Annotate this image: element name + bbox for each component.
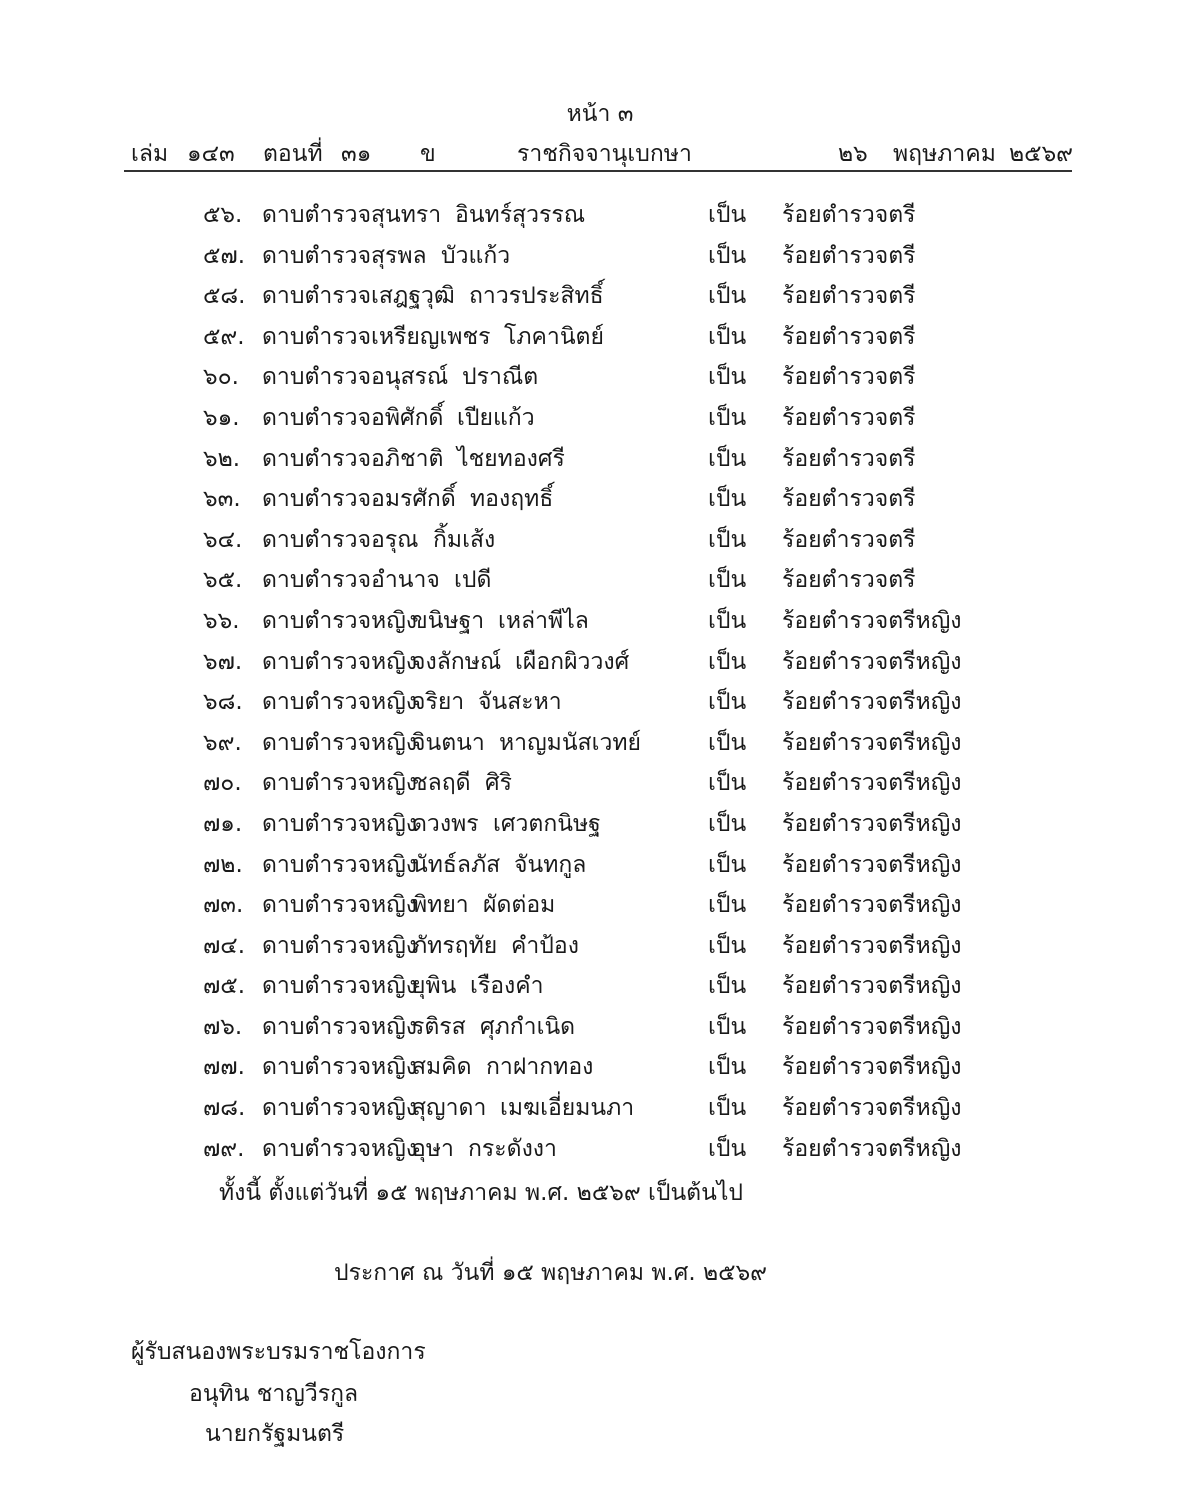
list-item <box>0 193 1200 234</box>
entry-new-rank: ร้อยตำรวจตรีหญิง <box>782 932 962 959</box>
entry-first-name: นัทธ์ลภัส <box>412 851 501 878</box>
entry-new-rank: ร้อยตำรวจตรีหญิง <box>782 973 962 1000</box>
part-letter: ข <box>420 141 436 167</box>
list-item <box>0 437 1200 478</box>
list-item <box>0 924 1200 965</box>
entry-current-rank: ดาบตำรวจ <box>262 242 372 269</box>
entry-new-rank: ร้อยตำรวจตรี <box>782 202 916 228</box>
entry-new-rank: ร้อยตำรวจตรี <box>782 486 916 513</box>
entry-as-word: เป็น <box>708 851 747 878</box>
entry-number: ๖๘. <box>203 689 243 716</box>
entry-first-name: อพิศักดิ์ <box>371 404 444 431</box>
entry-as-word: เป็น <box>708 729 747 756</box>
list-item <box>0 396 1200 437</box>
entry-last-name: ปราณีต <box>462 364 539 391</box>
entry-current-rank: ดาบตำรวจ <box>262 404 372 431</box>
entry-as-word: เป็น <box>708 607 747 634</box>
entry-last-name: เหล่าพีไล <box>498 607 589 634</box>
entry-first-name: อรุณ <box>371 526 419 553</box>
section-label: ตอนที่ <box>263 141 323 167</box>
page-number: หน้า ๓ <box>566 101 634 127</box>
entry-first-name: เสฎฐวุฒิ <box>371 283 455 310</box>
date-year: ๒๕๖๙ <box>1009 141 1074 167</box>
entry-as-word: เป็น <box>708 242 747 269</box>
entry-current-rank: ดาบตำรวจหญิง <box>262 1095 418 1122</box>
entry-current-rank: ดาบตำรวจหญิง <box>262 1054 418 1081</box>
entry-first-name: ขนิษฐา <box>412 607 485 634</box>
entry-first-name: สุนทรา <box>371 202 442 228</box>
entry-first-name: จงลักษณ์ <box>412 648 502 675</box>
entry-current-rank: ดาบตำรวจหญิง <box>262 648 418 675</box>
entry-first-name: อมรศักดิ์ <box>371 486 456 513</box>
entry-last-name: เปียแก้ว <box>457 404 535 431</box>
entry-new-rank: ร้อยตำรวจตรี <box>782 404 916 431</box>
list-item <box>0 802 1200 843</box>
list-item <box>0 680 1200 721</box>
entry-number: ๖๗. <box>203 648 243 675</box>
entry-last-name: ผัดต่อม <box>483 892 556 919</box>
entry-new-rank: ร้อยตำรวจตรีหญิง <box>782 1013 962 1040</box>
entry-number: ๖๔. <box>203 526 243 553</box>
entry-as-word: เป็น <box>708 973 747 1000</box>
entry-new-rank: ร้อยตำรวจตรีหญิง <box>782 689 962 716</box>
volume-label: เล่ม <box>131 141 169 167</box>
entry-last-name: กิ้มเส้ง <box>433 526 496 553</box>
list-item <box>0 518 1200 559</box>
list-item <box>0 477 1200 518</box>
countersign-line: ผู้รับสนองพระบรมราชโองการ <box>131 1339 426 1365</box>
entry-as-word: เป็น <box>708 1013 747 1040</box>
entry-as-word: เป็น <box>708 689 747 716</box>
signer-name: อนุทิน ชาญวีรกูล <box>189 1381 359 1407</box>
date-month: พฤษภาคม <box>893 141 996 167</box>
list-item <box>0 1005 1200 1046</box>
entry-new-rank: ร้อยตำรวจตรีหญิง <box>782 810 962 837</box>
entry-last-name: หาญมนัสเวทย์ <box>499 729 642 756</box>
entry-last-name: เมฆเอี่ยมนภา <box>500 1095 635 1122</box>
entry-new-rank: ร้อยตำรวจตรีหญิง <box>782 770 962 797</box>
entry-as-word: เป็น <box>708 648 747 675</box>
entry-new-rank: ร้อยตำรวจตรี <box>782 242 916 269</box>
entry-current-rank: ดาบตำรวจหญิง <box>262 607 418 634</box>
entry-number: ๗๔. <box>203 932 246 959</box>
promotion-list <box>0 193 1200 1167</box>
gazette-header <box>0 136 1200 168</box>
entry-first-name: อนุสรณ์ <box>371 364 449 391</box>
entry-new-rank: ร้อยตำรวจตรี <box>782 364 916 391</box>
entry-last-name: เศวตกนิษฐ <box>493 810 601 837</box>
list-item <box>0 274 1200 315</box>
entry-number: ๖๕. <box>203 567 243 594</box>
entry-number: ๖๒. <box>203 445 241 472</box>
entry-as-word: เป็น <box>708 1095 747 1122</box>
entry-as-word: เป็น <box>708 283 747 310</box>
announcement-date: ประกาศ ณ วันที่ ๑๕ พฤษภาคม พ.ศ. ๒๕๖๙ <box>334 1260 768 1286</box>
entry-last-name: ถาวรประสิทธิ์ <box>469 283 604 310</box>
entry-as-word: เป็น <box>708 810 747 837</box>
list-item <box>0 1086 1200 1127</box>
entry-first-name: จินตนา <box>412 729 485 756</box>
list-item <box>0 599 1200 640</box>
entry-last-name: ศุภกำเนิด <box>480 1013 576 1040</box>
entry-last-name: บัวแก้ว <box>441 242 511 269</box>
entry-as-word: เป็น <box>708 202 747 228</box>
section-number: ๓๑ <box>341 141 372 167</box>
entry-new-rank: ร้อยตำรวจตรีหญิง <box>782 729 962 756</box>
entry-current-rank: ดาบตำรวจหญิง <box>262 1013 418 1040</box>
entry-as-word: เป็น <box>708 567 747 594</box>
entry-last-name: อินทร์สุวรรณ <box>455 202 586 228</box>
entry-last-name: จันทกูล <box>514 851 587 878</box>
entry-new-rank: ร้อยตำรวจตรี <box>782 526 916 553</box>
entry-first-name: สุรพล <box>371 242 427 269</box>
entry-number: ๗๓. <box>203 892 244 919</box>
signer-title: นายกรัฐมนตรี <box>205 1421 345 1447</box>
entry-as-word: เป็น <box>708 1054 747 1081</box>
entry-current-rank: ดาบตำรวจหญิง <box>262 729 418 756</box>
entry-current-rank: ดาบตำรวจหญิง <box>262 770 418 797</box>
entry-current-rank: ดาบตำรวจ <box>262 202 372 228</box>
entry-as-word: เป็น <box>708 770 747 797</box>
list-item <box>0 315 1200 356</box>
gazette-name: ราชกิจจานุเบกษา <box>517 141 692 167</box>
entry-current-rank: ดาบตำรวจ <box>262 323 372 350</box>
entry-first-name: เหรียญเพชร <box>371 323 491 350</box>
entry-last-name: เรืองคำ <box>470 973 544 1000</box>
entry-new-rank: ร้อยตำรวจตรีหญิง <box>782 648 962 675</box>
entry-number: ๖๖. <box>203 607 240 634</box>
entry-current-rank: ดาบตำรวจหญิง <box>262 932 418 959</box>
entry-number: ๗๖. <box>203 1013 243 1040</box>
entry-last-name: เปดี <box>454 567 492 594</box>
entry-first-name: รติรส <box>412 1013 466 1040</box>
entry-as-word: เป็น <box>708 1135 747 1162</box>
entry-number: ๕๗. <box>203 242 246 269</box>
entry-new-rank: ร้อยตำรวจตรี <box>782 323 916 350</box>
entry-last-name: โภคานิตย์ <box>504 323 604 350</box>
entry-as-word: เป็น <box>708 445 747 472</box>
entry-first-name: สุญาดา <box>412 1095 487 1122</box>
entry-first-name: ดวงพร <box>412 810 479 837</box>
entry-first-name: สมคิด <box>412 1054 472 1081</box>
entry-last-name: ทองฤทธิ์ <box>470 486 554 513</box>
entry-number: ๕๙. <box>203 323 245 350</box>
entry-number: ๗๐. <box>203 770 242 797</box>
entry-new-rank: ร้อยตำรวจตรีหญิง <box>782 607 962 634</box>
entry-current-rank: ดาบตำรวจ <box>262 445 372 472</box>
entry-first-name: ภัทรฤทัย <box>412 932 498 959</box>
entry-last-name: ศิริ <box>485 770 512 797</box>
entry-current-rank: ดาบตำรวจหญิง <box>262 851 418 878</box>
entry-first-name: อำนาจ <box>371 567 440 594</box>
entry-number: ๖๐. <box>203 364 239 391</box>
entry-last-name: ไชยทองศรี <box>457 445 565 472</box>
list-item <box>0 761 1200 802</box>
entry-last-name: เผือกผิววงศ์ <box>515 648 630 675</box>
entry-as-word: เป็น <box>708 404 747 431</box>
entry-current-rank: ดาบตำรวจ <box>262 364 372 391</box>
entry-new-rank: ร้อยตำรวจตรี <box>782 567 916 594</box>
entry-new-rank: ร้อยตำรวจตรีหญิง <box>782 892 962 919</box>
entry-current-rank: ดาบตำรวจ <box>262 526 372 553</box>
entry-as-word: เป็น <box>708 526 747 553</box>
list-item <box>0 843 1200 884</box>
entry-number: ๗๘. <box>203 1095 246 1122</box>
entry-number: ๖๙. <box>203 729 242 756</box>
entry-new-rank: ร้อยตำรวจตรีหญิง <box>782 1135 962 1162</box>
entry-number: ๕๖. <box>203 202 243 228</box>
entry-number: ๗๕. <box>203 973 246 1000</box>
entry-first-name: จริยา <box>412 689 465 716</box>
entry-number: ๗๑. <box>203 810 243 837</box>
entry-current-rank: ดาบตำรวจหญิง <box>262 1135 418 1162</box>
entry-first-name: ยุพิน <box>412 973 457 1000</box>
entry-as-word: เป็น <box>708 323 747 350</box>
entry-current-rank: ดาบตำรวจ <box>262 283 372 310</box>
list-item <box>0 355 1200 396</box>
entry-current-rank: ดาบตำรวจหญิง <box>262 973 418 1000</box>
entry-new-rank: ร้อยตำรวจตรีหญิง <box>782 851 962 878</box>
date-day: ๒๖ <box>838 141 868 167</box>
entry-last-name: กระดังงา <box>468 1135 557 1162</box>
entry-last-name: คำป้อง <box>511 932 579 959</box>
entry-number: ๕๘. <box>203 283 246 310</box>
list-item <box>0 640 1200 681</box>
entry-new-rank: ร้อยตำรวจตรี <box>782 283 916 310</box>
list-item <box>0 964 1200 1005</box>
list-item <box>0 558 1200 599</box>
entry-first-name: อุษา <box>412 1135 454 1162</box>
entry-as-word: เป็น <box>708 364 747 391</box>
entry-number: ๗๗. <box>203 1054 245 1081</box>
entry-new-rank: ร้อยตำรวจตรีหญิง <box>782 1095 962 1122</box>
entry-current-rank: ดาบตำรวจหญิง <box>262 810 418 837</box>
entry-first-name: พิทยา <box>412 892 469 919</box>
entry-number: ๗๒. <box>203 851 243 878</box>
entry-first-name: ชลฤดี <box>412 770 471 797</box>
entry-current-rank: ดาบตำรวจ <box>262 486 372 513</box>
entry-number: ๗๙. <box>203 1135 245 1162</box>
list-item <box>0 234 1200 275</box>
list-item <box>0 1045 1200 1086</box>
effective-date: ทั้งนี้ ตั้งแต่วันที่ ๑๕ พฤษภาคม พ.ศ. ๒๕๖๙ เป็นต้นไป <box>219 1180 743 1206</box>
header-divider <box>124 170 1072 172</box>
entry-as-word: เป็น <box>708 932 747 959</box>
entry-current-rank: ดาบตำรวจหญิง <box>262 689 418 716</box>
entry-number: ๖๓. <box>203 486 241 513</box>
entry-last-name: จันสะหา <box>478 689 562 716</box>
entry-last-name: กาฝากทอง <box>486 1054 594 1081</box>
entry-as-word: เป็น <box>708 892 747 919</box>
entry-number: ๖๑. <box>203 404 240 431</box>
volume-number: ๑๔๓ <box>187 141 235 167</box>
list-item <box>0 883 1200 924</box>
list-item <box>0 1127 1200 1168</box>
entry-new-rank: ร้อยตำรวจตรีหญิง <box>782 1054 962 1081</box>
entry-first-name: อภิชาติ <box>371 445 444 472</box>
entry-current-rank: ดาบตำรวจ <box>262 567 372 594</box>
entry-as-word: เป็น <box>708 486 747 513</box>
entry-current-rank: ดาบตำรวจหญิง <box>262 892 418 919</box>
list-item <box>0 721 1200 762</box>
entry-new-rank: ร้อยตำรวจตรี <box>782 445 916 472</box>
